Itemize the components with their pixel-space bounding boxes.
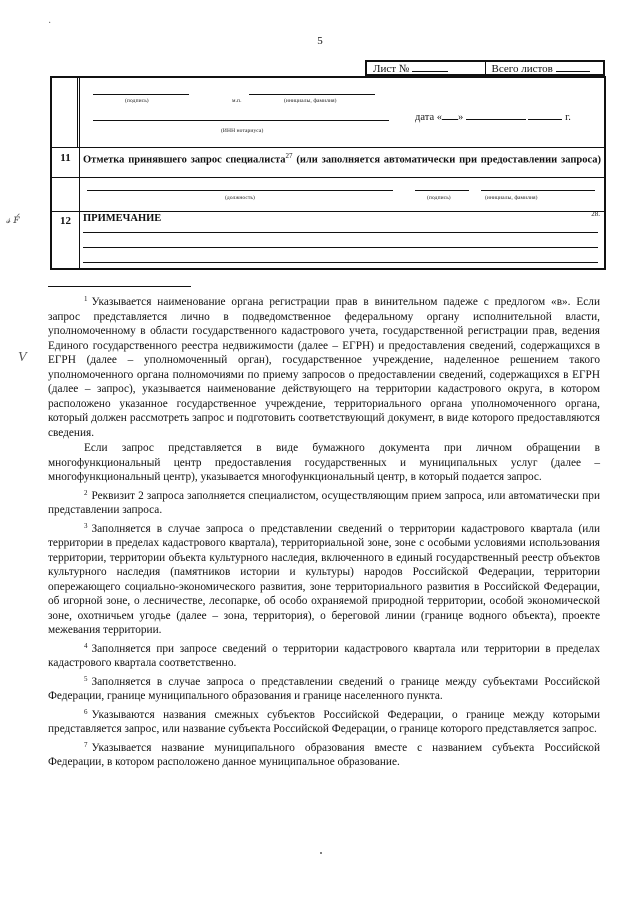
- footnote-6: [48, 705, 600, 737]
- top-mark: ·: [48, 18, 52, 29]
- date-month-blank: [466, 110, 526, 120]
- sheet-header: [365, 60, 605, 76]
- footnotes: [48, 292, 600, 771]
- footnote-marker: 3: [84, 521, 88, 530]
- footnote-marker: 1: [84, 295, 88, 303]
- date-year-suffix: г.: [565, 112, 571, 123]
- notary-signature-row: [52, 78, 604, 148]
- footnote-5: [48, 672, 600, 704]
- margin-handwriting: 𝓈 ꜰ́: [6, 212, 20, 226]
- sheet-number-label: Лист №: [373, 63, 410, 75]
- caption-specialist-signature: (подпись): [427, 195, 451, 201]
- margin-check-mark: V: [18, 350, 27, 365]
- note-line-3: [83, 262, 598, 263]
- footnote-4: [48, 639, 600, 671]
- caption-position: (должность): [225, 195, 255, 201]
- row-11: [52, 147, 604, 178]
- specialist-signature-cell: [83, 177, 600, 211]
- form-table: [50, 76, 606, 270]
- footnote-3: [48, 519, 600, 638]
- page-number: 5: [317, 35, 323, 47]
- row-number-empty: [52, 78, 80, 147]
- date-day-blank: [442, 110, 458, 120]
- position-line: [87, 190, 393, 191]
- footnote-text: Указывается название муниципального образования вместе с названием субъекта Российской Федерации, в котором расположено данное муниципальное образование.: [48, 741, 600, 768]
- row-11-number: 11: [52, 147, 80, 177]
- sheet-number-blank: [412, 62, 448, 72]
- row-11-label-line1: [83, 150, 601, 167]
- sheets-total-cell: [485, 62, 604, 74]
- footnote-text: Заполняется в случае запроса о представлении сведений о территории кадастрового квартала (или территории в пределах кадастрового квартала), территориальной зоне, зоне с особыми условиями использования территории, территории объекта культурного наследия, включенного в единый государственный реестр объектов культурного наследия (памятников истории и культуры) народов Российской Федерации, территории опережающего социально-экономического развития, зоне территориального развития в Российской Федерации, об игорной зоне, о лесничестве, лесопарке, об особо охраняемой природной территории, особой экономической зоне, охотничьем угодье (далее – зона, территория), о береговой линии (границе водного объекта), проекте межевания территории.: [48, 522, 600, 636]
- footnote-text: Указывается наименование органа регистрации прав в винительном падеже с предлогом «в». Если запрос представляется лично в подведомственное федеральному органу исполнительной власти, уполномоченному в области государственного кадастрового учета, государственной регистрации прав, ведения Единого государственного реестра недвижимости (далее – ЕГРН) и предоставления сведений, содержащихся в ЕГРН (далее – уполномоченный орган), государственное учреждение, наделенное решением такого уполномоченного органа полномочиями по приему запросов о предоставлении сведений, содержащихся в ЕГРН (далее – запрос), указывается наименование действующего на территории кадастрового округа, в котором расположено указанное государственное учреждение, территориального органа уполномоченного органа, который должен рассмотреть запрос и подготовить соответствующий документ, в виде которого предоставляются сведения.: [48, 296, 600, 439]
- caption-specialist-name: (инициалы, фамилия): [485, 195, 538, 201]
- row-11-footnote-ref: 27: [285, 152, 293, 160]
- row-12-number: 12: [52, 211, 80, 269]
- caption-inn: (ИНН нотариуса): [221, 128, 264, 134]
- footnote-marker: 5: [84, 674, 88, 683]
- footnote-7: [48, 738, 600, 770]
- specialist-signature-row: [52, 177, 604, 212]
- row-12-cell: [83, 211, 600, 269]
- note-line-1: [83, 232, 598, 233]
- specialist-signature-line: [415, 190, 469, 191]
- footnote-cont-1: [48, 441, 600, 485]
- date-quote-close: »: [457, 112, 464, 123]
- sheets-total-label: Всего листов: [491, 63, 553, 75]
- row-12-footnote-ref: 28.: [591, 210, 600, 218]
- notary-signature-cell: [83, 78, 600, 147]
- footnote-2: [48, 486, 600, 518]
- signature-line: [93, 94, 189, 95]
- footnote-marker: 6: [84, 707, 88, 716]
- footnote-text: Заполняется при запросе сведений о территории кадастрового квартала или территории в пределах кадастрового квартала соответственно.: [48, 642, 600, 669]
- footnote-text: Реквизит 2 запроса заполняется специалистом, осуществляющим прием запроса, или автоматически при представлении запроса.: [48, 489, 600, 516]
- inn-line: [93, 120, 389, 121]
- date-label: дата «: [415, 112, 442, 123]
- name-line: [249, 94, 375, 95]
- footnote-separator: [48, 286, 191, 287]
- date-year-blank: [528, 110, 562, 120]
- row-11-cell: [83, 147, 600, 177]
- caption-stamp: м.п.: [232, 98, 242, 104]
- row-11-label: Отметка принявшего запрос специалиста: [83, 154, 286, 166]
- row-12: [52, 211, 604, 269]
- sheet-number-cell: [367, 62, 485, 74]
- specialist-name-line: [481, 190, 595, 191]
- footnote-marker: 7: [84, 740, 88, 749]
- footnote-marker: 4: [84, 641, 88, 650]
- row-12-label: ПРИМЕЧАНИЕ: [83, 213, 162, 224]
- row-11-label-tail: (или заполняется автоматически при предоставлении запроса): [296, 154, 602, 166]
- caption-signature: (подпись): [125, 98, 149, 104]
- sheets-total-blank: [556, 62, 590, 72]
- date-field: [415, 110, 571, 123]
- footnote-1: [48, 292, 600, 440]
- row-number-empty-2: [52, 177, 80, 211]
- scan-dot: [320, 852, 322, 854]
- note-line-2: [83, 247, 598, 248]
- caption-name: (инициалы, фамилия): [284, 98, 337, 104]
- footnote-text: Если запрос представляется в виде бумажного документа при личном обращении в многофункциональный центр предоставления государственных и муниципальных услуг (далее – многофункциональный центр), указывается многофункциональный центр, в который подается запрос.: [48, 442, 600, 483]
- footnote-marker: 2: [84, 488, 88, 497]
- footnote-text: Заполняется в случае запроса о представлении сведений о границе между субъектами Российской Федерации, границе муниципального образования и границе населенного пункта.: [48, 675, 600, 702]
- footnote-text: Указываются названия смежных субъектов Российской Федерации, о границе между которыми представляется запрос, или название субъекта Российской Федерации, о границе которого представляется запрос.: [48, 708, 600, 735]
